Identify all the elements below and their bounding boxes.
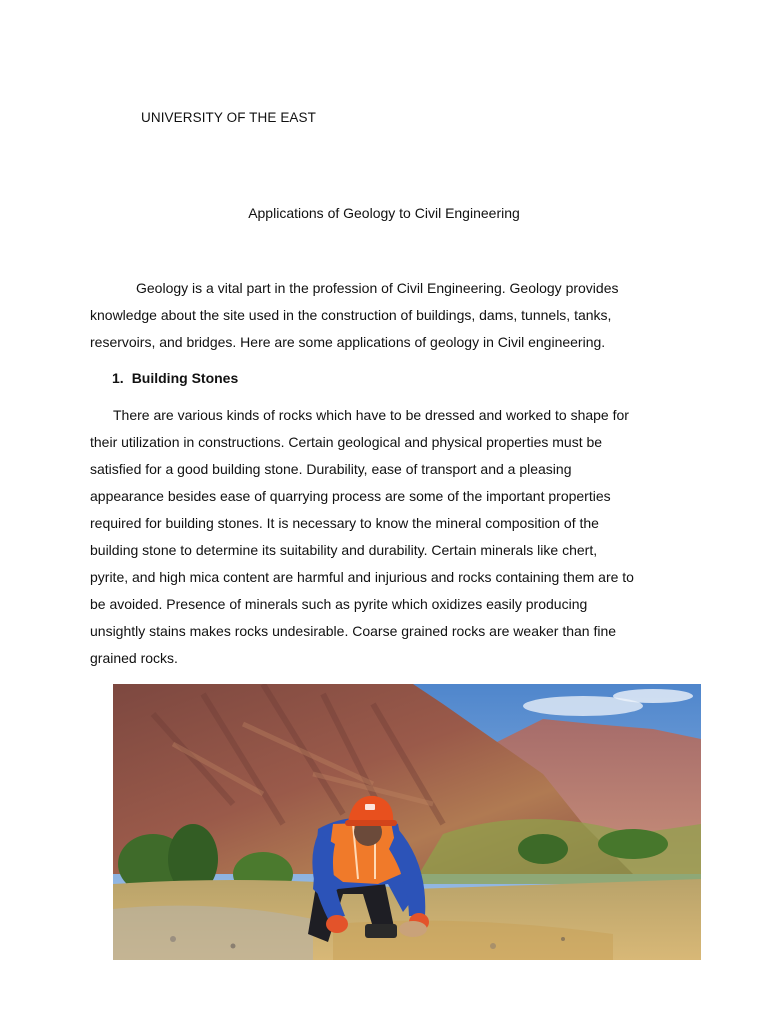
- body-line: building stone to determine its suitability and durability. Certain minerals like chert,: [90, 542, 598, 558]
- body-line: appearance besides ease of quarrying process are some of the important properties: [90, 488, 611, 504]
- geologist-photo: [113, 684, 701, 960]
- body-paragraph: [90, 402, 690, 672]
- cloud: [613, 689, 693, 703]
- rock: [399, 921, 427, 937]
- body-line: required for building stones. It is necessary to know the mineral composition of the: [90, 515, 599, 531]
- section-title: Building Stones: [131, 370, 239, 386]
- body-line: grained rocks.: [90, 650, 178, 666]
- boot: [365, 924, 397, 938]
- document-title: Applications of Geology to Civil Engineering: [248, 205, 520, 221]
- photo-illustration: [113, 684, 701, 960]
- intro-line: reservoirs, and bridges. Here are some applications of geology in Civil engineering.: [90, 334, 606, 350]
- intro-line: knowledge about the site used in the construction of buildings, dams, tunnels, tanks,: [90, 307, 612, 323]
- body-line: unsightly stains makes rocks undesirable. Coarse grained rocks are weaker than fine: [90, 623, 617, 639]
- section-heading: [112, 370, 238, 386]
- body-line: their utilization in constructions. Certain geological and physical properties must be: [90, 434, 603, 450]
- body-line: be avoided. Presence of minerals such as pyrite which oxidizes easily producing: [90, 596, 588, 612]
- bush: [518, 834, 568, 864]
- body-line: There are various kinds of rocks which have to be dressed and worked to shape for: [113, 407, 629, 423]
- intro-paragraph: [90, 275, 690, 356]
- university-name: UNIVERSITY OF THE EAST: [141, 110, 316, 125]
- glove: [326, 915, 348, 933]
- section-number: 1.: [112, 370, 124, 386]
- body-line: pyrite, and high mica content are harmful and injurious and rocks containing them are to: [90, 569, 634, 585]
- bush: [598, 829, 668, 859]
- body-line: satisfied for a good building stone. Durability, ease of transport and a pleasing: [90, 461, 572, 477]
- intro-line: Geology is a vital part in the profession of Civil Engineering. Geology provides: [136, 280, 619, 296]
